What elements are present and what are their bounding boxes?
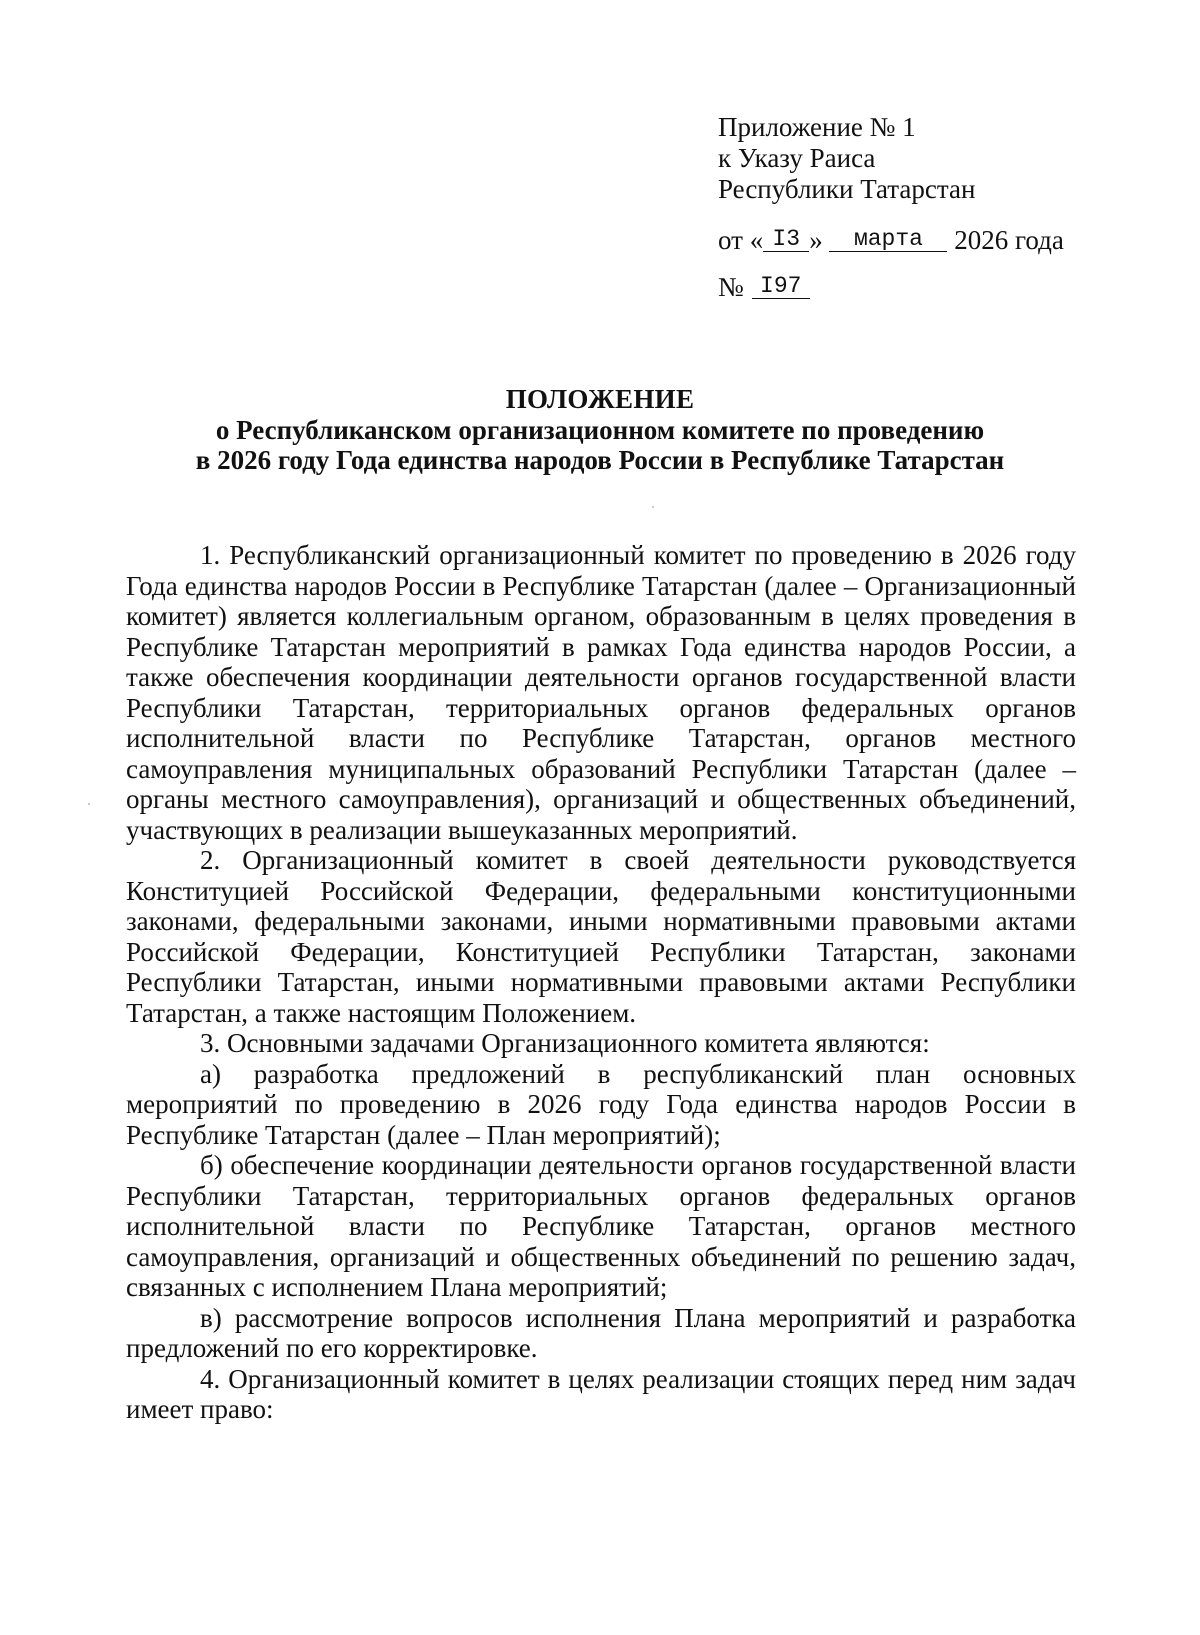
date-year: 2026 года xyxy=(954,225,1064,255)
paragraph-3: 3. Основными задачами Организационного комитета являются: xyxy=(200,1028,930,1058)
scan-speck xyxy=(88,803,90,805)
decree-number xyxy=(718,272,810,303)
number-sign: № xyxy=(718,272,744,302)
appendix-number: Приложение № 1 xyxy=(718,112,916,142)
appendix-republic: Республики Татарстан xyxy=(718,174,976,204)
paragraph-1: 1. Республиканский организационный комитет по проведению в 2026 году Года единства народов России в Республике Татарстан (далее – Организационный комитет) является коллегиальным органом, образованным в целях проведения в Республике Татарстан мероприятий в рамках Года единства народов России, а также обеспечения координации деятельности органов государственной власти Республики Татарстан, территориальных органов федеральных органов исполнительной власти по Республике Татарстан, органов местного самоуправления муниципальных образований Республики Татарстан (далее – органы местного самоуправления), организаций и общественных объединений, участвующих в реализации вышеуказанных мероприятий. xyxy=(126,540,1076,845)
appendix-decree-ref: к Указу Раиса xyxy=(718,143,876,173)
date-day: I3 xyxy=(763,227,809,252)
date-close: » xyxy=(809,225,823,255)
date-prefix: от « xyxy=(718,225,764,255)
decree-date xyxy=(718,225,1064,256)
date-month: марта xyxy=(829,227,947,252)
scan-speck xyxy=(652,506,654,508)
title-subtitle-line1: о Республиканском организационном комитете по проведению xyxy=(215,414,985,445)
paragraph-3c: в) рассмотрение вопросов исполнения Плана мероприятий и разработка предложений по его корректировке. xyxy=(126,1302,1076,1363)
paragraph-2: 2. Организационный комитет в своей деятельности руководствуется Конституцией Российской Федерации, федеральными конституционными законами, федеральными законами, иными нормативными правовыми актами Российской Федерации, Конституцией Республики Татарстан, законами Республики Татарстан, иными нормативными правовыми актами Республики Татарстан, а также настоящим Положением. xyxy=(126,845,1076,1028)
appendix-header xyxy=(718,112,1138,205)
title-main: ПОЛОЖЕНИЕ xyxy=(505,384,695,414)
document-body xyxy=(126,540,1076,1425)
paragraph-3a: а) разработка предложений в республиканский план основных мероприятий по проведению в 2026 году Года единства народов России в Республике Татарстан (далее – План мероприятий); xyxy=(126,1058,1076,1150)
document-title xyxy=(110,384,1090,476)
title-subtitle-line2: в 2026 году Года единства народов России в Республике Татарстан xyxy=(195,445,1005,475)
paragraph-4: 4. Организационный комитет в целях реализации стоящих перед ним задач имеет право: xyxy=(126,1363,1076,1424)
number-value: I97 xyxy=(752,274,810,299)
paragraph-3b: б) обеспечение координации деятельности органов государственной власти Республики Татарстан, территориальных органов федеральных органов исполнительной власти по Республике Татарстан, органов местного самоуправления, организаций и общественных объединений по решению задач, связанных с исполнением Плана мероприятий; xyxy=(126,1150,1076,1302)
